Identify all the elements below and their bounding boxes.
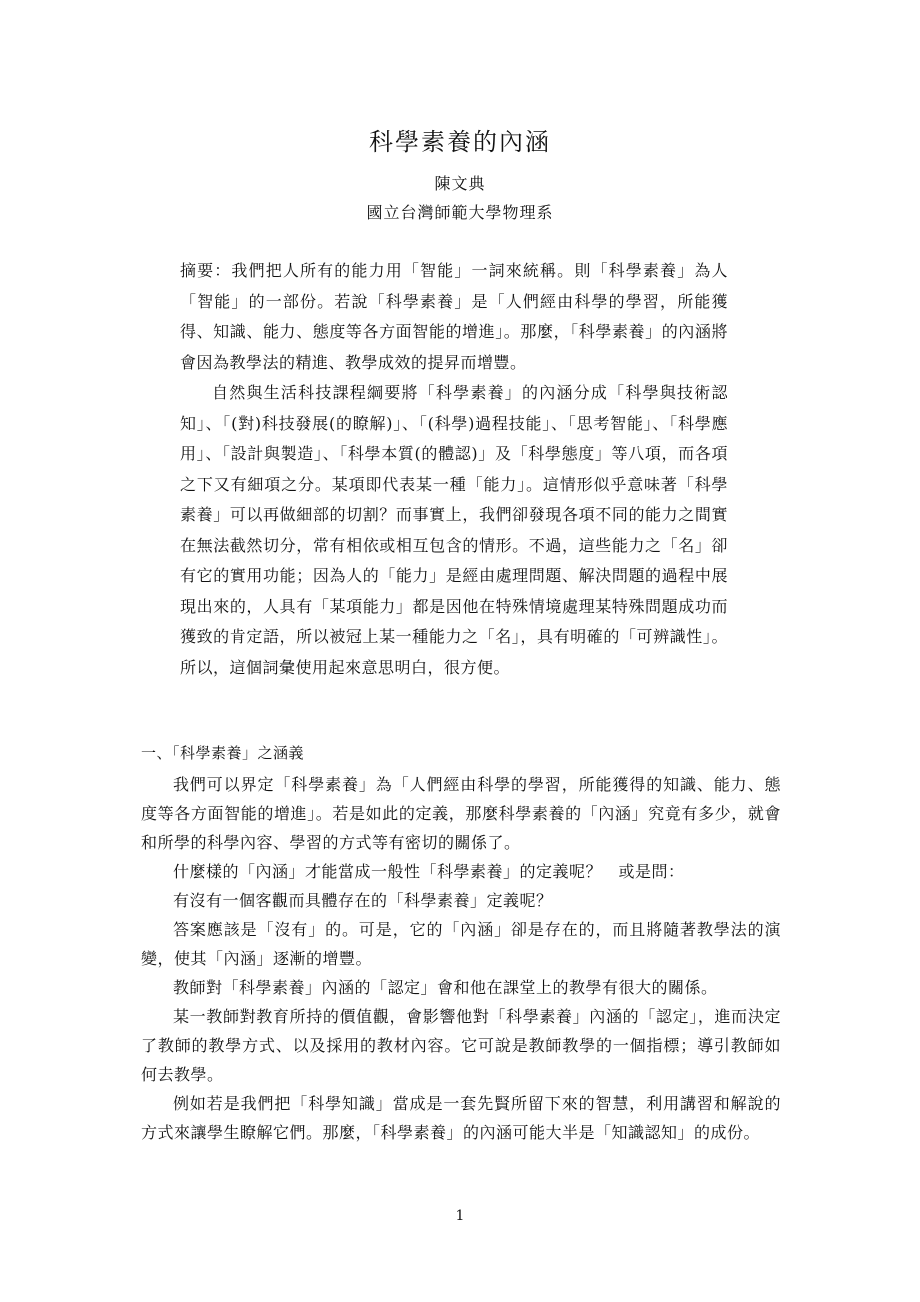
body-paragraph: 什麼樣的「內涵」才能當成一般性「科學素養」的定義呢？ 或是問： bbox=[173, 862, 685, 881]
body-text bbox=[141, 770, 781, 1147]
body-paragraph: 有沒有一個客觀而具體存在的「科學素養」定義呢？ bbox=[173, 891, 553, 910]
author-name: 陳文典 bbox=[434, 174, 486, 193]
body-paragraph: 我們可以界定「科學素養」為「人們經由科學的學習，所能獲得的知識、能力、態度等各方面智能的增進」。若是如此的定義，那麼科學素養的「內涵」究竟有多少，就會和所學的科學內容、學習的方式等有密切的關係了。 bbox=[141, 775, 781, 852]
author-affiliation: 國立台灣師範大學物理系 bbox=[366, 203, 554, 222]
body-paragraph: 答案應該是「沒有」的。可是，它的「內涵」卻是存在的，而且將隨著教學法的演變，使其「內涵」逐漸的增豐。 bbox=[141, 920, 781, 968]
body-paragraph: 某一教師對教育所持的價值觀，會影響他對「科學素養」內涵的「認定」，進而決定了教師的教學方式、以及採用的教材內容。它可說是教師教學的一個指標；導引教師如何去教學。 bbox=[141, 1007, 781, 1084]
body-paragraph: 例如若是我們把「科學知識」當成是一套先賢所留下來的智慧，利用講習和解說的方式來讓學生瞭解它們。那麼，「科學素養」的內涵可能大半是「知識認知」的成份。 bbox=[141, 1094, 781, 1142]
body-paragraph: 教師對「科學素養」內涵的「認定」會和他在課堂上的教學有很大的關係。 bbox=[173, 978, 718, 997]
abstract-paragraph: 摘要：我們把人所有的能力用「智能」一詞來統稱。則「科學素養」為人「智能」的一部份。若說「科學素養」是「人們經由科學的學習，所能獲得、知識、能力、態度等各方面智能的增進」。那麼，「科學素養」的內涵將會因為教學法的精進、教學成效的提昇而增豐。 bbox=[180, 261, 728, 372]
page-number: 1 bbox=[455, 1208, 465, 1224]
abstract-paragraph: 自然與生活科技課程綱要將「科學素養」的內涵分成「科學與技術認知」、「(對)科技發展(的瞭解)」、「(科學)過程技能」、「思考智能」、「科學應用」、「設計與製造」、「科學本質(的體認)」及「科學態度」等八項，而各項之下又有細項之分。某項即代表某一種「能力」。這情形似乎意味著「科學素養」可以再做細部的切割？而事實上，我們卻發現各項不同的能力之間實在無法截然切分，常有相依或相互包含的情形。不過，這些能力之「名」卻有它的實用功能；因為人的「能力」是經由處理問題、解決問題的過程中展現出來的，人具有「某項能力」都是因他在特殊情境處理某特殊問題成功而獲致的肯定語，所以被冠上某一種能力之「名」，具有明確的「可辨識性」。所以，這個詞彙使用起來意思明白，很方便。 bbox=[180, 383, 728, 677]
abstract-block bbox=[180, 256, 728, 683]
document-title: 科學素養的內涵 bbox=[369, 128, 551, 156]
section-heading: 一、「科學素養」之涵義 bbox=[141, 744, 305, 762]
